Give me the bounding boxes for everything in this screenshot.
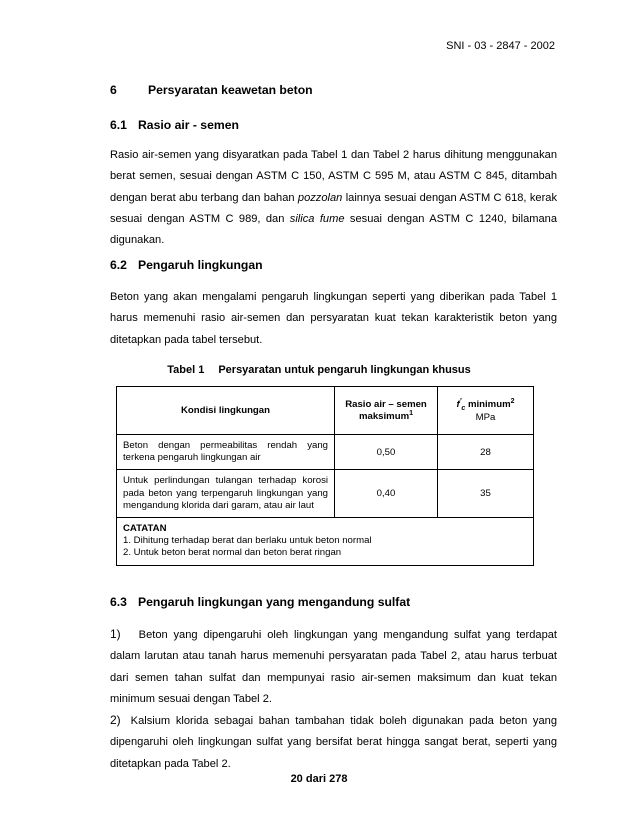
heading-number: 6 [110,83,117,97]
table-notes-row [117,518,534,566]
italic-term: pozzolan [297,191,343,204]
fc-subscript: c [461,405,466,413]
header-ratio-text: Rasio air – semen maksimum [345,398,427,423]
list-number: 1) [110,627,121,641]
header-fc-minimum [438,387,534,435]
notes-cell [117,518,534,566]
environment-requirements-table [116,386,534,566]
fc-cell: 35 [438,470,534,518]
heading-title: Pengaruh lingkungan [138,258,263,272]
ratio-cell: 0,50 [335,435,438,470]
table-caption-number: Tabel 1 [167,364,205,376]
header-condition: Kondisi lingkungan [117,387,335,435]
condition-cell: Untuk perlindungan tulangan terhadap korosi pada beton yang terpengaruh lingkungan yang mengandung klorida dari garam, atau air laut [117,470,335,518]
fc-symbol [456,397,466,413]
table-row [117,435,534,470]
table-caption-title: Persyaratan untuk pengaruh lingkungan khusus [218,364,471,376]
italic-term: silica fume [289,212,345,225]
heading-title: Rasio air - semen [138,118,239,132]
document-code: SNI - 03 - 2847 - 2002 [446,40,555,52]
header-unit: MPa [475,412,496,424]
list-text: Kalsium klorida sebagai bahan tambahan tidak boleh digunakan pada beton yang dipengaruhi oleh lingkungan sulfat yang bersifat berat hingga sangat berat, seperti yang ditetapkan pada Tabel 2. [110,715,557,770]
table-caption [0,364,638,376]
heading-section-6 [110,83,313,97]
list-text: Beton yang dipengaruhi oleh lingkungan yang mengandung sulfat yang terdapat dalam larutan atau tanah harus memenuhi persyaratan pada Tabel 2, atau harus terbuat dari semen tahan sulfat dan mempunyai rasio air-semen maksimum dan kuat tekan minimum sesuai dengan Tabel 2. [110,629,557,705]
heading-title: Pengaruh lingkungan yang mengandung sulfat [138,595,411,609]
list-number: 2) [110,713,121,727]
note-item: 1. Dihitung terhadap berat dan berlaku untuk beton normal [123,535,372,547]
footnote-marker: 1 [409,409,414,417]
heading-section-6-2 [110,258,263,272]
heading-number: 6.1 [110,118,127,132]
footnote-marker: 2 [510,397,515,405]
table-row [117,470,534,518]
heading-number: 6.3 [110,595,127,609]
text-run: Rasio air-semen yang disyaratkan pada Tabel 1 dan Tabel 2 harus dihitung menggunakan berat semen, sesuai dengan ASTM C 150, ASTM C 595 M, atau ASTM C 845, ditambah dengan berat abu terbang dan bahan [110,149,557,204]
heading-section-6-1 [110,118,239,132]
fc-letter: f [456,399,460,411]
ratio-cell: 0,40 [335,470,438,518]
condition-cell: Beton dengan permeabilitas rendah yang terkena pengaruh lingkungan air [117,435,335,470]
paragraph-6-1 [110,145,557,251]
note-item: 2. Untuk beton berat normal dan beton berat ringan [123,547,342,559]
notes-title: CATATAN [123,523,167,535]
fc-cell: 28 [438,435,534,470]
text-run: lainnya sesuai dengan ASTM C 618, kerak sesuai dengan ASTM C 989, dan [110,191,557,225]
page-number: 20 dari 278 [290,773,348,785]
heading-title: Persyaratan keawetan beton [148,83,313,97]
heading-number: 6.2 [110,258,127,272]
paragraph-6-3-item-2 [110,710,557,775]
header-water-cement-ratio [335,387,438,435]
paragraph-6-2: Beton yang akan mengalami pengaruh lingkungan seperti yang diberikan pada Tabel 1 harus memenuhi rasio air-semen dan persyaratan kuat tekan karakteristik beton yang ditetapkan pada tabel tersebut. [110,291,557,346]
header-fc-label: minimum [467,399,511,411]
fc-prime: ′ [459,397,462,405]
text-run: sesuai dengan ASTM C 1240, bilamana digunakan. [110,212,558,247]
paragraph-6-3-item-1 [110,624,557,710]
heading-section-6-3 [110,595,410,609]
table-header-row [117,387,534,435]
